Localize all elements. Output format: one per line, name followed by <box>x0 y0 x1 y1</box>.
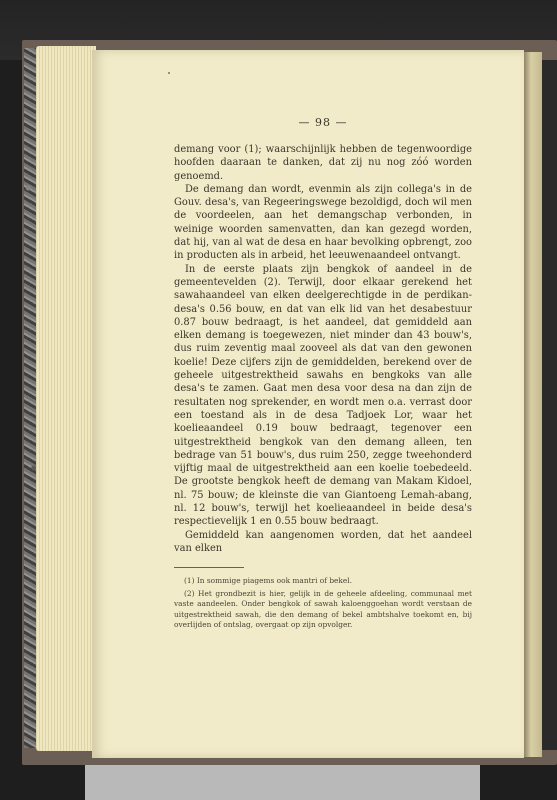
paragraph-3: In de eerste plaats zijn bengkok of aandeel in de gemeentevelden (2). Terwijl, door elkaar gerekend het sawahaandeel van elken deelgerechtigde in de perdikan-desa's 0.56 bouw, en dat van elk lid van het desabestuur 0.87 bouw bedraagt, is het aandeel, dat gemiddeld aan elken demang is toegewezen, niet minder dan 43 bouw's, dus ruim zeventig maal zooveel als dat van den gewonen koelie! Deze cijfers zijn de gemiddelden, berekend over de geheele uitgestrektheid sawahs en bengkoks van alle desa's te zamen. Gaat men desa voor desa na dan zijn de resultaten nog sprekender, en wordt men o.a. verrast door een toestand als in de desa Tadjoek Lor, waar het koelieaandeel 0.19 bouw bedraagt, tegenover een uitgestrektheid bengkok van den demang alleen, ten bedrage van 51 bouw's, dus ruim 250, zegge tweehonderd vijftig maal de uitgestrektheid aan een koelie toebedeeld. De grootste bengkok heeft de demang van Makam Kidoel, nl. 75 bouw; de kleinste die van Giantoeng Lemah-abang, nl. 12 bouw's, terwijl het koelieaandeel in beide desa's respectievelijk 1 en 0.55 bouw bedraagt. <box>174 263 472 528</box>
footnote-2: (2) Het grondbezit is hier, gelijk in de geheele afdeeling, communaal met vaste aandeelen. Onder bengkok of sawah kaloenggoehan wordt verstaan de uitgestrektheid sawah, die den demang of bekel ambtshalve toekomt en, bij overlijden of ontslag, overgaat op zijn opvolger. <box>174 588 472 630</box>
paragraph-4: Gemiddeld kan aangenomen worden, dat het aandeel van elken <box>174 529 472 554</box>
footnote-rule <box>174 567 244 568</box>
paragraph-2: De demang dan wordt, evenmin als zijn collega's in de Gouv. desa's, van Regeeringswege bezoldigd, doch wil men de voordeelen, aan het demangschap verbonden, in weinige woorden samenvatten, dan kan gezegd worden, dat hij, van al wat de desa en haar bevolking opbrengt, zoo in producten als in arbeid, het leeuwenaandeel ontvangt. <box>174 183 472 262</box>
right-page-edge <box>524 52 542 757</box>
page-text <box>174 100 472 633</box>
paragraph-1: demang voor (1); waarschijnlijk hebben de tegenwoordige hoofden daaraan te danken, dat zij nu nog zóó worden genoemd. <box>174 144 472 182</box>
page-speck <box>168 72 170 74</box>
page-stack <box>36 46 96 751</box>
footnote-1: (1) In sommige piagems ook mantri of bekel. <box>184 576 352 586</box>
background-right <box>542 60 557 750</box>
page-number: — 98 — <box>298 116 348 129</box>
